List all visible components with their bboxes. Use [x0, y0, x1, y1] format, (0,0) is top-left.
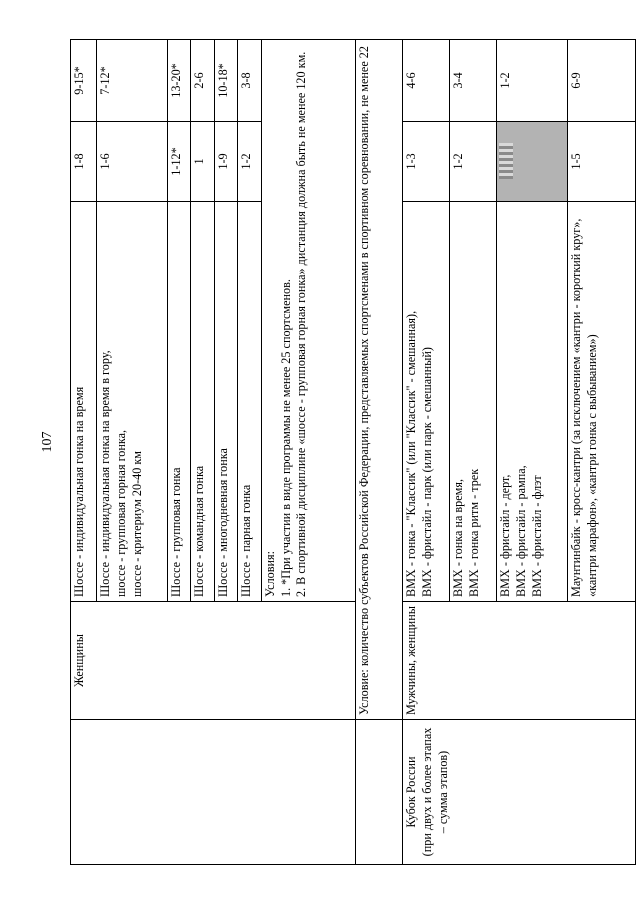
discipline-line: ВМХ - гонка - "Классик" (или "Классик" - смешанная), — [403, 310, 418, 597]
discipline-line: шоссе - критериум 20-40 км — [129, 450, 144, 597]
places-b: 7-12* — [96, 40, 167, 122]
places-b: 3-4 — [449, 40, 496, 122]
gender-cell: Женщины — [71, 602, 356, 720]
discipline-cell — [96, 202, 167, 602]
discipline-cell: Маунтинбайк - кросс-кантри (за исключением «кантри - короткий круг», «кантри марафон», «кантри гонка с выбыванием») — [567, 202, 635, 602]
discipline-line: шоссе - групповая горная гонка, — [113, 429, 128, 597]
places-a: 1 — [191, 122, 215, 202]
places-a: 1-5 — [567, 122, 635, 202]
cup-cell — [402, 720, 635, 865]
gender-cell: Мужчины, женщины — [402, 602, 635, 720]
redaction-mark — [499, 144, 513, 180]
discipline-cell — [497, 202, 568, 602]
discipline-line: ВМХ - фристайл - парк (или парк - смешанный) — [419, 347, 434, 597]
places-a: 1-12* — [167, 122, 191, 202]
discipline-cell — [402, 202, 449, 602]
empty-left-cell — [71, 720, 356, 865]
condition-row-cell: Условие: количество субъектов Российской Федерации, представляемых спортсменами в спортивном соревновании, не менее 22 — [355, 40, 402, 720]
cup-subtitle: (при двух и более этапах – сумма этапов) — [419, 727, 450, 857]
discipline-line: ВМХ - гонка на время, — [450, 478, 465, 597]
places-a: 1-2 — [449, 122, 496, 202]
conditions-cell — [261, 40, 355, 602]
discipline-cell: Шоссе - парная гонка — [238, 202, 262, 602]
empty-left-cell — [355, 720, 402, 865]
discipline-line: ВМХ - гонка ритм - трек — [466, 468, 481, 597]
table-row — [355, 40, 402, 865]
results-table — [70, 39, 636, 865]
rotated-page — [70, 40, 636, 865]
discipline-cell: Шоссе - индивидуальная гонка на время — [71, 202, 97, 602]
discipline-cell: Шоссе - многодневная гонка — [214, 202, 238, 602]
discipline-cell — [449, 202, 496, 602]
places-a: 1-9 — [214, 122, 238, 202]
places-b: 2-6 — [191, 40, 215, 122]
discipline-cell: Шоссе - групповая гонка — [167, 202, 191, 602]
places-b: 1-2 — [497, 40, 568, 122]
places-b: 6-9 — [567, 40, 635, 122]
table-row — [402, 40, 449, 865]
places-b: 3-8 — [238, 40, 262, 122]
discipline-line: ВМХ - фристайл - рампа, — [513, 465, 528, 597]
condition-item: 2. В спортивной дисциплине «шоссе - групповая горная гонка» дистанция должна быть не менее 120 км. — [294, 51, 309, 597]
places-b: 13-20* — [167, 40, 191, 122]
discipline-line: ВМХ - фристайл - дерт, — [498, 474, 513, 597]
places-b: 4-6 — [402, 40, 449, 122]
conditions-title: Условия: — [262, 550, 277, 597]
page-number: 107 — [40, 431, 55, 453]
places-b: 9-15* — [71, 40, 97, 122]
places-a: 1-6 — [96, 122, 167, 202]
discipline-cell: Шоссе - командная гонка — [191, 202, 215, 602]
places-a: 1-2 — [238, 122, 262, 202]
discipline-line: Шоссе - индивидуальная гонка на время в гору, — [97, 350, 112, 597]
condition-item: 1. *При участии в виде программы не менее 25 спортсменов. — [278, 279, 293, 597]
places-b: 10-18* — [214, 40, 238, 122]
table-row — [71, 40, 97, 865]
redacted-cell — [497, 122, 568, 202]
discipline-line: ВМХ - фристайл - флэт — [529, 475, 544, 597]
places-a: 1-8 — [71, 122, 97, 202]
cup-title: Кубок России — [403, 756, 418, 828]
places-a: 1-3 — [402, 122, 449, 202]
